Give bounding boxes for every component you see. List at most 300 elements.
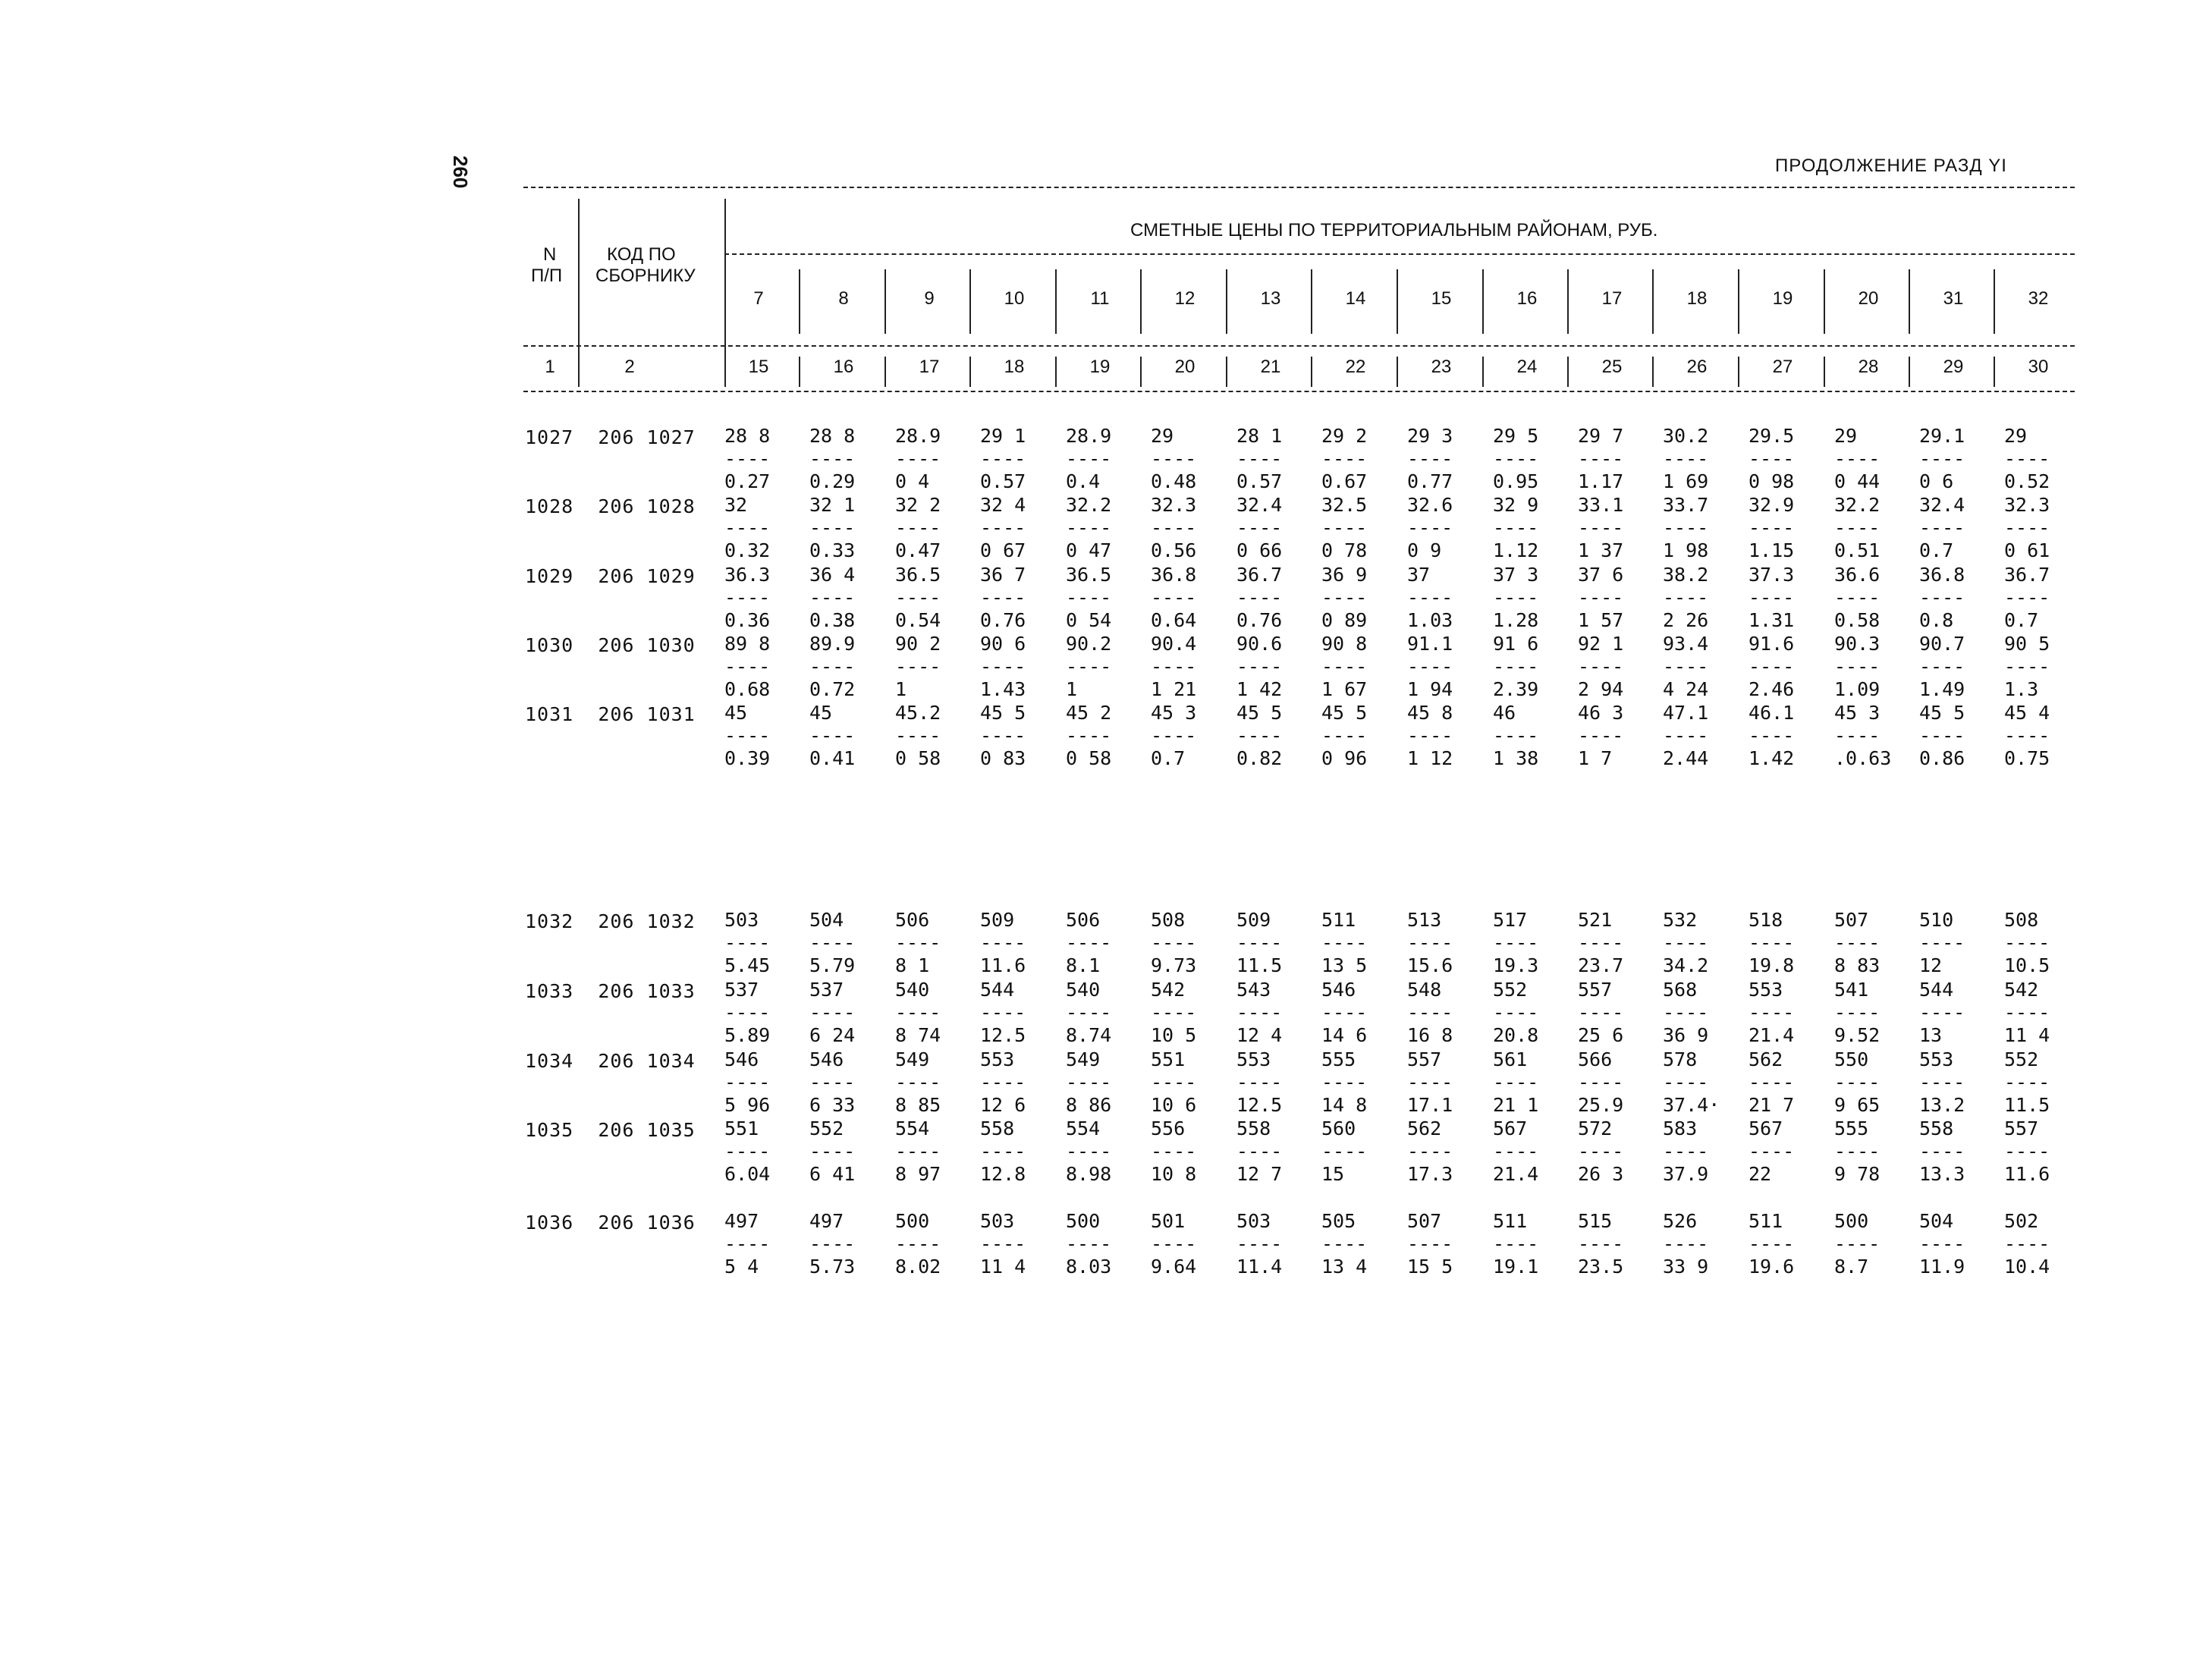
price-cell [1749,494,1830,562]
price-value: 29 7 [1578,425,1624,447]
fraction-separator: ---- [1834,517,1881,539]
row-id [525,910,696,932]
price-cell [980,1117,1062,1186]
labor-value: 0.76 [980,609,1026,631]
fraction-separator: ---- [1663,586,1709,608]
fraction-separator: ---- [1578,1071,1624,1093]
labor-value: 5.45 [724,954,771,976]
row-id [525,1212,696,1234]
fraction-separator: ---- [1151,724,1197,746]
fraction-separator: ---- [809,1140,856,1162]
price-value: 36.3 [724,564,771,586]
row-id [525,703,696,725]
column-number: 2 [624,357,635,377]
fraction-separator: ---- [724,1233,771,1255]
column-number: 27 [1772,357,1793,377]
price-cell [809,1048,891,1117]
region-number: 15 [1431,288,1452,309]
fraction-separator: ---- [1919,1233,1965,1255]
fraction-separator: ---- [895,448,941,470]
labor-value: 1.12 [1493,539,1539,561]
price-cell [724,702,806,770]
fraction-separator: ---- [1663,1140,1709,1162]
price-cell [1919,909,2001,977]
price-cell [895,1048,977,1117]
price-value: 540 [1066,979,1101,1001]
fraction-separator: ---- [1236,1233,1283,1255]
price-cell [1066,909,1148,977]
price-value: 532 [1663,909,1698,931]
fraction-separator: ---- [895,655,941,677]
fraction-separator: ---- [2004,1140,2050,1162]
price-value: 510 [1919,909,1954,931]
fraction-separator: ---- [1749,1233,1795,1255]
labor-value: 1 7 [1578,747,1613,769]
price-cell [1407,1048,1489,1117]
price-cell [895,1210,977,1278]
price-cell [809,494,891,562]
region-divider [1994,357,1995,387]
region-number: 31 [1943,288,1964,309]
labor-value: 19.3 [1493,954,1539,976]
labor-value: 0.52 [2004,470,2050,492]
labor-value: 1 21 [1151,678,1197,700]
labor-value: 0 54 [1066,609,1112,631]
fraction-separator: ---- [1578,1233,1624,1255]
price-value: 32.3 [1151,494,1197,516]
price-value: 508 [2004,909,2039,931]
column-number: 17 [919,357,940,377]
labor-value: 12 4 [1236,1024,1283,1046]
fraction-separator: ---- [1749,1001,1795,1023]
labor-value: 0.29 [809,470,856,492]
labor-value: 9 78 [1834,1163,1881,1185]
fraction-separator: ---- [1749,932,1795,954]
price-cell [1236,702,1318,770]
price-cell [980,425,1062,493]
price-cell [724,633,806,701]
fraction-separator: ---- [1578,932,1624,954]
price-cell [1919,702,2001,770]
labor-value: 0 96 [1321,747,1368,769]
row-id [525,426,696,448]
labor-value: 8.7 [1834,1256,1869,1278]
column-number: 1 [545,357,555,377]
labor-value: 15 5 [1407,1256,1453,1278]
price-cell [1493,425,1575,493]
labor-value: 0.68 [724,678,771,700]
price-value: 89 8 [724,633,771,655]
price-value: 36.5 [895,564,941,586]
row-number: 1027 [525,426,574,448]
price-cell [1834,1210,1916,1278]
column-number: 19 [1089,357,1111,377]
labor-value: 0.95 [1493,470,1539,492]
price-cell [1663,1210,1745,1278]
fraction-separator: ---- [1493,932,1539,954]
price-value: 505 [1321,1210,1356,1232]
price-cell [895,633,977,701]
price-cell [2004,494,2086,562]
fraction-separator: ---- [1919,586,1965,608]
header-rule [523,345,2075,347]
price-value: 32 [724,494,748,516]
price-cell [1236,1210,1318,1278]
price-value: 29.1 [1919,425,1965,447]
price-value: 500 [895,1210,930,1232]
labor-value: 1.31 [1749,609,1795,631]
fraction-separator: ---- [1663,517,1709,539]
fraction-separator: ---- [1749,517,1795,539]
fraction-separator: ---- [1493,448,1539,470]
price-value: 45 2 [1066,702,1112,724]
labor-value: 0 58 [895,747,941,769]
labor-value: 2.46 [1749,678,1795,700]
labor-value: 1.17 [1578,470,1624,492]
fraction-separator: ---- [2004,586,2050,608]
price-value: 566 [1578,1048,1613,1070]
price-cell [1151,1048,1233,1117]
labor-value: 11.4 [1236,1256,1283,1278]
price-cell [1321,425,1403,493]
fraction-separator: ---- [1407,1233,1453,1255]
fraction-separator: ---- [1749,1140,1795,1162]
fraction-separator: ---- [1663,724,1709,746]
fraction-separator: ---- [1236,586,1283,608]
labor-value: 10 5 [1151,1024,1197,1046]
fraction-separator: ---- [724,586,771,608]
region-divider [1055,357,1057,387]
price-cell [980,702,1062,770]
labor-value: 12 [1919,954,1943,976]
fraction-separator: ---- [1321,1001,1368,1023]
price-cell [2004,1210,2086,1278]
price-cell [1493,702,1575,770]
fraction-separator: ---- [980,1071,1026,1093]
price-cell [1578,702,1660,770]
labor-value: 0.48 [1151,470,1197,492]
fraction-separator: ---- [1493,1140,1539,1162]
price-cell [1321,564,1403,632]
fraction-separator: ---- [1151,1233,1197,1255]
price-value: 544 [1919,979,1954,1001]
price-value: 32 2 [895,494,941,516]
price-cell [1407,1117,1489,1186]
price-cell [2004,702,2086,770]
price-cell [1834,425,1916,493]
labor-value: 1 94 [1407,678,1453,700]
fraction-separator: ---- [1919,1071,1965,1093]
fraction-separator: ---- [1407,655,1453,677]
labor-value: 19.8 [1749,954,1795,976]
price-value: 553 [1919,1048,1954,1070]
price-value: 517 [1493,909,1528,931]
column-number: 28 [1858,357,1879,377]
price-cell [980,1048,1062,1117]
price-cell [1749,702,1830,770]
labor-value: 0 78 [1321,539,1368,561]
row-code: 206 1030 [598,634,696,656]
fraction-separator: ---- [1321,724,1368,746]
price-cell [1236,564,1318,632]
region-divider [1397,357,1398,387]
price-value: 567 [1493,1117,1528,1139]
price-cell [1834,633,1916,701]
column-number: 16 [833,357,854,377]
row-code: 206 1028 [598,495,696,517]
row-number: 1031 [525,703,574,725]
labor-value: 8 74 [895,1024,941,1046]
labor-value: 13.2 [1919,1094,1965,1116]
price-cell [724,425,806,493]
price-value: 558 [1236,1117,1271,1139]
labor-value: 9.64 [1151,1256,1197,1278]
price-value: 551 [1151,1048,1186,1070]
fraction-separator: ---- [809,448,856,470]
row-code: 206 1029 [598,565,696,587]
price-value: 32.9 [1749,494,1795,516]
fraction-separator: ---- [1578,724,1624,746]
region-number: 14 [1345,288,1366,309]
labor-value: 2 26 [1663,609,1709,631]
fraction-separator: ---- [895,517,941,539]
row-code: 206 1032 [598,910,696,932]
fraction-separator: ---- [1578,1001,1624,1023]
price-cell [1236,1048,1318,1117]
labor-value: 0.33 [809,539,856,561]
labor-value: 8.03 [1066,1256,1112,1278]
price-cell [2004,1048,2086,1117]
region-number: 12 [1174,288,1196,309]
price-value: 37 [1407,564,1431,586]
fraction-separator: ---- [1236,517,1283,539]
price-value: 502 [2004,1210,2039,1232]
fraction-separator: ---- [1321,1071,1368,1093]
price-cell [1066,633,1148,701]
fraction-separator: ---- [1578,586,1624,608]
price-cell [1578,979,1660,1047]
fraction-separator: ---- [895,1071,941,1093]
labor-value: 9.52 [1834,1024,1881,1046]
price-value: 32.3 [2004,494,2050,516]
price-value: 32.4 [1236,494,1283,516]
price-cell [1066,1048,1148,1117]
fraction-separator: ---- [1663,1001,1709,1023]
price-value: 37 6 [1578,564,1624,586]
fraction-separator: ---- [895,1140,941,1162]
price-cell [1749,564,1830,632]
fraction-separator: ---- [724,932,771,954]
labor-value: 1 67 [1321,678,1368,700]
region-divider [1738,269,1739,334]
price-value: 46.1 [1749,702,1795,724]
price-value: 506 [895,909,930,931]
price-cell [2004,1117,2086,1186]
region-divider [1397,269,1398,334]
row-code: 206 1027 [598,426,696,448]
labor-value: 1 [1066,678,1078,700]
price-cell [895,702,977,770]
price-cell [2004,633,2086,701]
labor-value: 0.7 [1151,747,1186,769]
price-value: 32.4 [1919,494,1965,516]
labor-value: 9.73 [1151,954,1197,976]
price-value: 553 [980,1048,1015,1070]
price-cell [1663,1117,1745,1186]
price-cell [1321,1117,1403,1186]
price-value: 558 [1919,1117,1954,1139]
price-cell [1151,425,1233,493]
price-value: 501 [1151,1210,1186,1232]
labor-value: 0 4 [895,470,930,492]
price-cell [1663,633,1745,701]
price-cell [1578,909,1660,977]
row-id [525,1119,696,1141]
price-cell [1919,633,2001,701]
fraction-separator: ---- [1493,586,1539,608]
fraction-separator: ---- [2004,517,2050,539]
price-cell [1919,494,2001,562]
labor-value: 0 89 [1321,609,1368,631]
labor-value: 1 57 [1578,609,1624,631]
column-number: 18 [1004,357,1025,377]
price-cell [1663,979,1745,1047]
labor-value: 11.6 [980,954,1026,976]
fraction-separator: ---- [1151,517,1197,539]
fraction-separator: ---- [2004,1001,2050,1023]
price-value: 45 4 [2004,702,2050,724]
region-divider [1909,269,1910,334]
fraction-separator: ---- [1066,586,1112,608]
labor-value: 1.09 [1834,678,1881,700]
price-cell [1919,564,2001,632]
labor-value: 25.9 [1578,1094,1624,1116]
labor-value: 0.8 [1919,609,1954,631]
labor-value: 0.64 [1151,609,1197,631]
price-value: 552 [2004,1048,2039,1070]
labor-value: 6.04 [724,1163,771,1185]
fraction-separator: ---- [1407,586,1453,608]
fraction-separator: ---- [1749,655,1795,677]
fraction-separator: ---- [980,932,1026,954]
labor-value: 19.1 [1493,1256,1539,1278]
labor-value: 19.6 [1749,1256,1795,1278]
price-value: 521 [1578,909,1613,931]
fraction-separator: ---- [2004,655,2050,677]
region-divider [1994,269,1995,334]
price-value: 36.5 [1066,564,1112,586]
fraction-separator: ---- [1066,448,1112,470]
fraction-separator: ---- [1066,1233,1112,1255]
price-value: 507 [1834,909,1869,931]
labor-value: 6 41 [809,1163,856,1185]
price-cell [1919,979,2001,1047]
price-cell [1493,633,1575,701]
region-divider [1824,357,1825,387]
price-cell [1834,564,1916,632]
price-cell [809,909,891,977]
price-value: 526 [1663,1210,1698,1232]
price-cell [809,702,891,770]
row-code: 206 1031 [598,703,696,725]
fraction-separator: ---- [980,655,1026,677]
price-value: 553 [1236,1048,1271,1070]
price-value: 553 [1749,979,1783,1001]
price-value: 562 [1749,1048,1783,1070]
price-value: 29 [1834,425,1858,447]
price-value: 89.9 [809,633,856,655]
price-value: 506 [1066,909,1101,931]
fraction-separator: ---- [895,724,941,746]
fraction-separator: ---- [724,1071,771,1093]
labor-value: 0.54 [895,609,941,631]
price-cell [1066,494,1148,562]
fraction-separator: ---- [809,655,856,677]
fraction-separator: ---- [809,1233,856,1255]
price-value: 37.3 [1749,564,1795,586]
price-cell [1321,979,1403,1047]
price-cell [1236,425,1318,493]
price-cell [895,1117,977,1186]
labor-value: 0.4 [1066,470,1101,492]
region-number: 18 [1686,288,1708,309]
labor-value: 8 1 [895,954,930,976]
column-number: 24 [1516,357,1538,377]
row-number: 1028 [525,495,574,517]
region-divider [969,357,971,387]
fraction-separator: ---- [1919,655,1965,677]
fraction-separator: ---- [980,724,1026,746]
labor-value: 6 24 [809,1024,856,1046]
region-number: 8 [838,288,849,309]
code-label-line1: КОД ПО [607,244,676,265]
price-value: 557 [2004,1117,2039,1139]
price-value: 549 [1066,1048,1101,1070]
fraction-separator: ---- [1578,517,1624,539]
fraction-separator: ---- [724,517,771,539]
price-cell [1749,909,1830,977]
price-cell [1834,702,1916,770]
fraction-separator: ---- [1578,1140,1624,1162]
price-value: 45 5 [1321,702,1368,724]
top-rule [523,187,2075,188]
labor-value: 20.8 [1493,1024,1539,1046]
row-code: 206 1035 [598,1119,696,1141]
fraction-separator: ---- [1407,932,1453,954]
labor-value: 14 6 [1321,1024,1368,1046]
fraction-separator: ---- [1236,448,1283,470]
price-value: 29 [1151,425,1174,447]
price-cell [1151,1117,1233,1186]
price-value: 562 [1407,1117,1442,1139]
labor-value: 1 69 [1663,470,1709,492]
price-value: 33.1 [1578,494,1624,516]
region-divider [969,269,971,334]
price-value: 504 [1919,1210,1954,1232]
price-cell [1834,494,1916,562]
price-value: 546 [809,1048,844,1070]
labor-value: 12.8 [980,1163,1026,1185]
region-divider [1824,269,1825,334]
fraction-separator: ---- [895,586,941,608]
labor-value: 15.6 [1407,954,1453,976]
price-value: 497 [724,1210,759,1232]
np-label-line1: N [543,244,557,265]
region-number: 19 [1772,288,1793,309]
price-value: 91 6 [1493,633,1539,655]
fraction-separator: ---- [1236,655,1283,677]
region-divider [1482,357,1484,387]
